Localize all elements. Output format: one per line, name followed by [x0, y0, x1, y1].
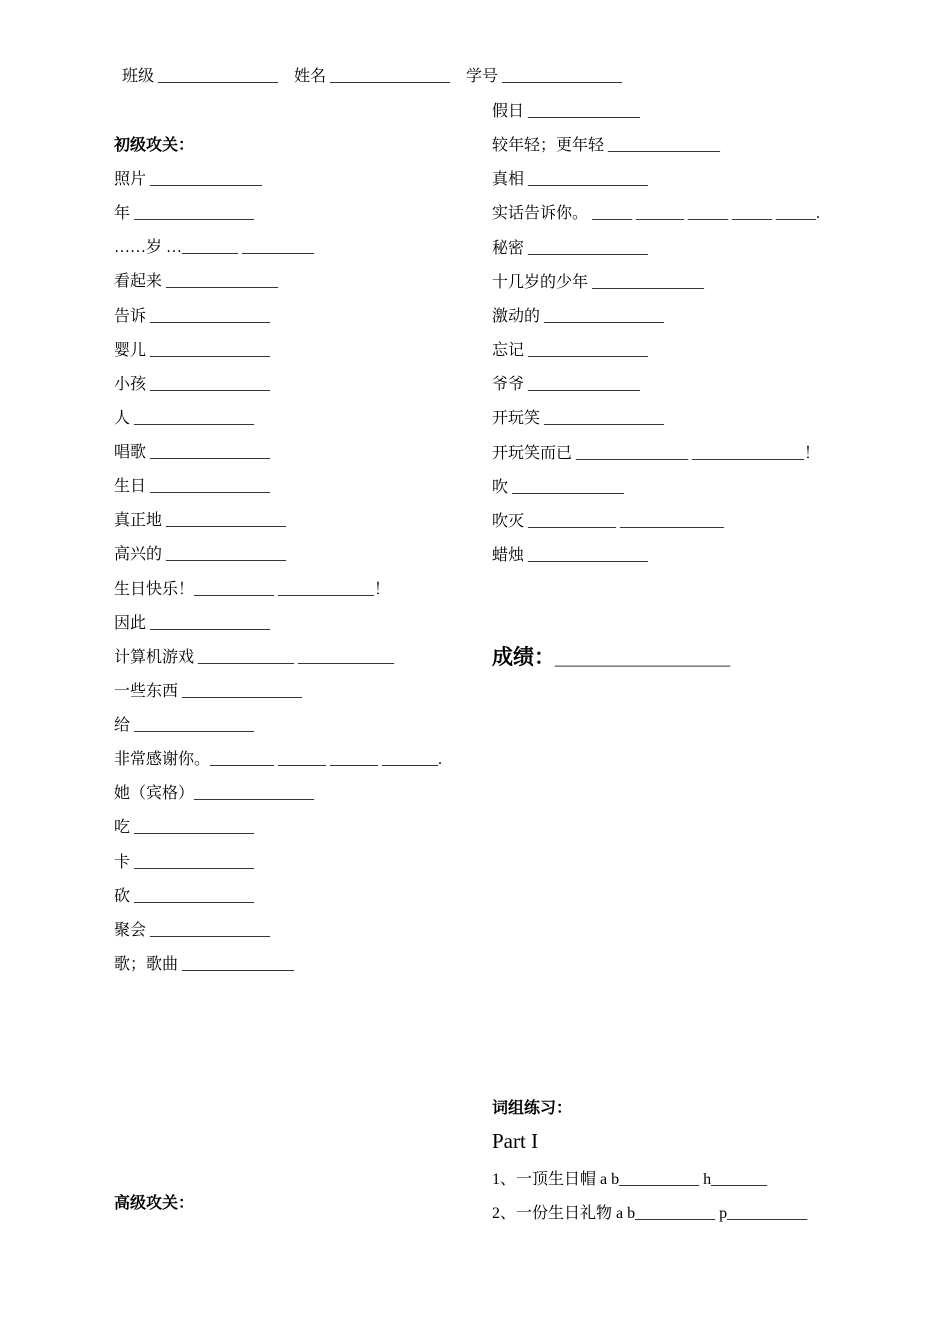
- vocab-item[interactable]: 真相 _______________: [492, 171, 649, 189]
- vocab-item[interactable]: 她（宾格）_______________: [114, 785, 315, 803]
- advanced-section-title: 高级攻关：: [114, 1195, 195, 1212]
- vocab-item[interactable]: 非常感谢你。________ ______ ______ _______.: [114, 751, 443, 769]
- student-number-field[interactable]: 学号 _______________: [466, 68, 623, 85]
- vocab-item[interactable]: 高兴的 _______________: [114, 546, 287, 564]
- vocab-item[interactable]: 给 _______________: [114, 717, 255, 735]
- vocab-item[interactable]: 较年轻；更年轻 ______________: [492, 137, 721, 155]
- vocab-item[interactable]: 秘密 _______________: [492, 239, 649, 257]
- vocab-item[interactable]: 忘记 _______________: [492, 342, 649, 360]
- phrase-practice-title: 词组练习：: [492, 1100, 573, 1117]
- vocab-item[interactable]: 十几岁的少年 ______________: [492, 273, 705, 291]
- vocab-item[interactable]: 告诉 _______________: [114, 307, 271, 325]
- vocab-item[interactable]: 激动的 _______________: [492, 307, 665, 325]
- vocab-item[interactable]: 吹 ______________: [492, 478, 625, 496]
- vocab-item[interactable]: 吃 _______________: [114, 819, 255, 837]
- vocab-item[interactable]: 小孩 _______________: [114, 375, 271, 393]
- vocab-item[interactable]: 人 _______________: [114, 409, 255, 427]
- vocab-item[interactable]: 开玩笑 _______________: [492, 410, 665, 428]
- vocab-item[interactable]: 真正地 _______________: [114, 512, 287, 530]
- vocab-item[interactable]: 照片 ______________: [114, 171, 263, 188]
- name-field[interactable]: 姓名 _______________: [294, 68, 451, 85]
- vocab-item[interactable]: 假日 ______________: [492, 103, 641, 120]
- phrase-item[interactable]: 2、一份生日礼物 a b__________ p__________: [492, 1205, 808, 1222]
- vocab-item[interactable]: 生日 _______________: [114, 478, 271, 496]
- vocab-item[interactable]: 看起来 ______________: [114, 273, 279, 291]
- beginner-section-title: 初级攻关：: [114, 137, 195, 154]
- vocab-item[interactable]: 砍 _______________: [114, 887, 255, 905]
- vocab-item[interactable]: 爷爷 ______________: [492, 376, 641, 394]
- vocab-item[interactable]: 吹灭 ___________ _____________: [492, 512, 725, 530]
- vocab-item[interactable]: 因此 _______________: [114, 614, 271, 632]
- part-one-title: Part I: [492, 1129, 539, 1153]
- vocab-item[interactable]: 年 _______________: [114, 205, 255, 223]
- phrase-item[interactable]: 1、一顶生日帽 a b__________ h_______: [492, 1171, 768, 1188]
- vocab-item[interactable]: 歌；歌曲 ______________: [114, 955, 295, 973]
- score-label: 成绩：_______________: [492, 646, 731, 669]
- vocab-item[interactable]: 生日快乐！__________ ____________！: [114, 580, 391, 598]
- vocab-item[interactable]: 实话告诉你。 _____ ______ _____ _____ _____.: [492, 205, 821, 223]
- vocab-item[interactable]: 计算机游戏 ____________ ____________: [114, 648, 395, 666]
- vocab-item[interactable]: 婴儿 _______________: [114, 341, 271, 359]
- class-field[interactable]: 班级 _______________: [122, 68, 279, 85]
- vocab-item[interactable]: 开玩笑而已 ______________ ______________！: [492, 444, 821, 462]
- vocab-item[interactable]: 唱歌 _______________: [114, 444, 271, 462]
- vocab-item[interactable]: 聚会 _______________: [114, 921, 271, 939]
- vocab-item[interactable]: 蜡烛 _______________: [492, 546, 649, 564]
- vocab-item[interactable]: ……岁 …_______ _________: [114, 239, 315, 257]
- vocab-item[interactable]: 一些东西 _______________: [114, 682, 303, 700]
- vocab-item[interactable]: 卡 _______________: [114, 853, 255, 871]
